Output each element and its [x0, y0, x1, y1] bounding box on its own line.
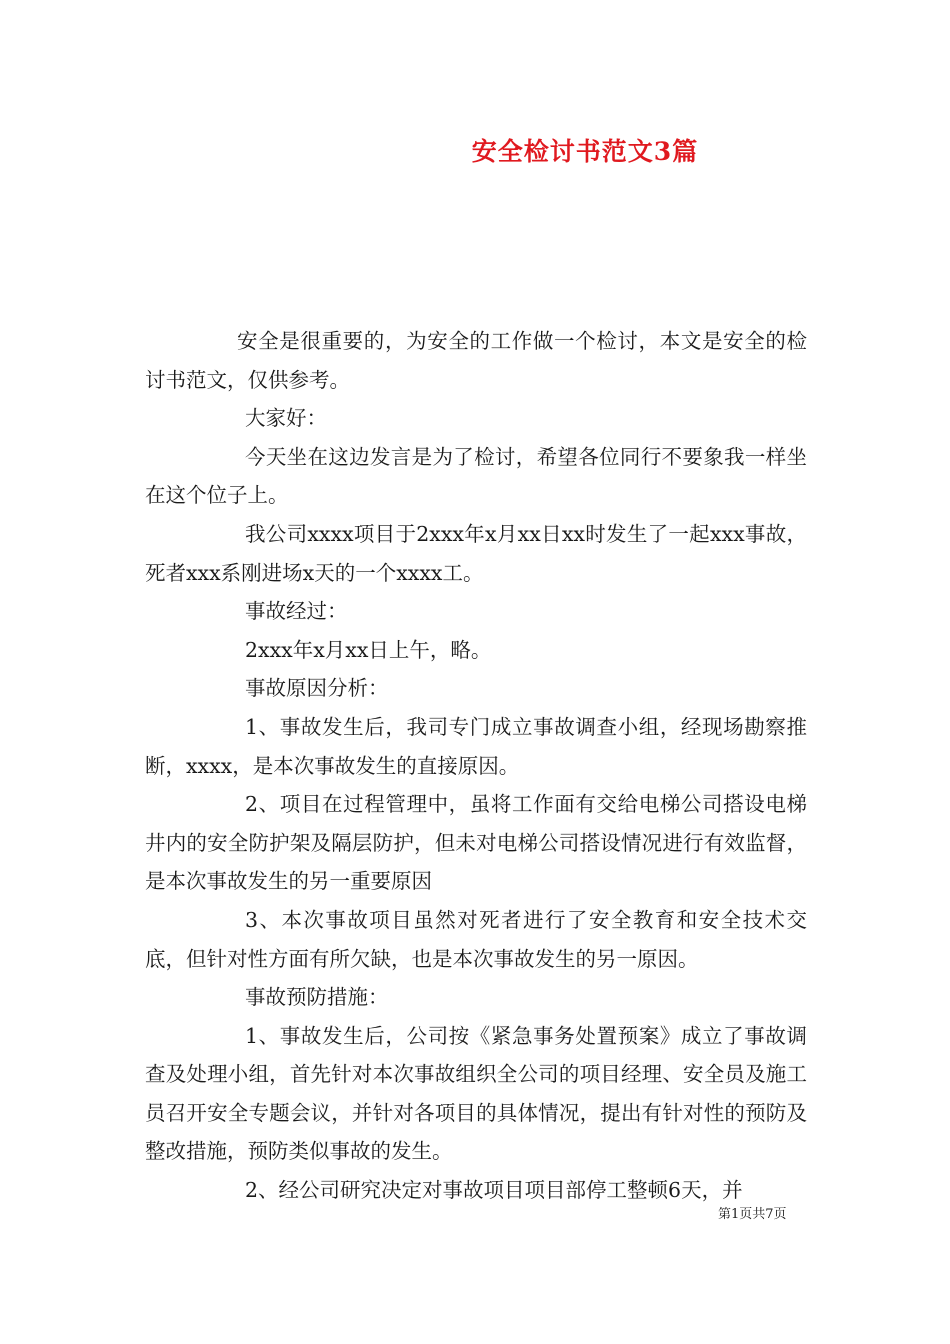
paragraph-opening: 今天坐在这边发言是为了检讨，希望各位同行不要象我一样坐在这个位子上。: [145, 444, 807, 508]
paragraph-cause-2: 2、项目在过程管理中，虽将工作面有交给电梯公司搭设电梯井内的安全防护架及隔层防护，但未对电梯公司搭设情况进行有效监督，是本次事故发生的另一重要原因: [145, 792, 807, 894]
paragraph-cause-3: 3、本次事故项目虽然对死者进行了安全教育和安全技术交底，但针对性方面有所欠缺，也是本次事故发生的另一原因。: [145, 907, 807, 971]
paragraph-intro: 安全是很重要的，为安全的工作做一个检讨，本文是安全的检讨书范文，仅供参考。: [145, 329, 807, 392]
document-title: 安全检讨书范文3篇: [471, 137, 699, 166]
paragraph-incident: 我公司xxxx项目于2xxx年x月xx日xx时发生了一起xxx事故，死者xxx系刚进场x天的一个xxxx工。: [145, 521, 807, 585]
paragraph-incident-date: 2xxx年x月xx日上午，略。: [245, 637, 492, 662]
paragraph-prevention-1: 1、事故发生后，公司按《紧急事务处置预案》成立了事故调查及处理小组，首先针对本次事故组织全公司的项目经理、安全员及施工员召开安全专题会议，并针对各项目的具体情况，提出有针对性的预防及整改措施，预防类似事故的发生。: [145, 1023, 807, 1164]
paragraph-prevention-2: 2、经公司研究决定对事故项目项目部停工整顿6天，并: [245, 1178, 743, 1203]
heading-prevention: 事故预防措施：: [245, 985, 389, 1010]
paragraph-greeting: 大家好：: [245, 406, 327, 431]
heading-cause-analysis: 事故原因分析：: [245, 676, 389, 701]
heading-incident-process: 事故经过：: [245, 599, 348, 624]
paragraph-cause-1: 1、事故发生后，我司专门成立事故调查小组，经现场勘察推断，xxxx，是本次事故发生的直接原因。: [145, 714, 807, 778]
document-body: [145, 322, 807, 1210]
page-number: 第1页共7页: [718, 1207, 787, 1222]
